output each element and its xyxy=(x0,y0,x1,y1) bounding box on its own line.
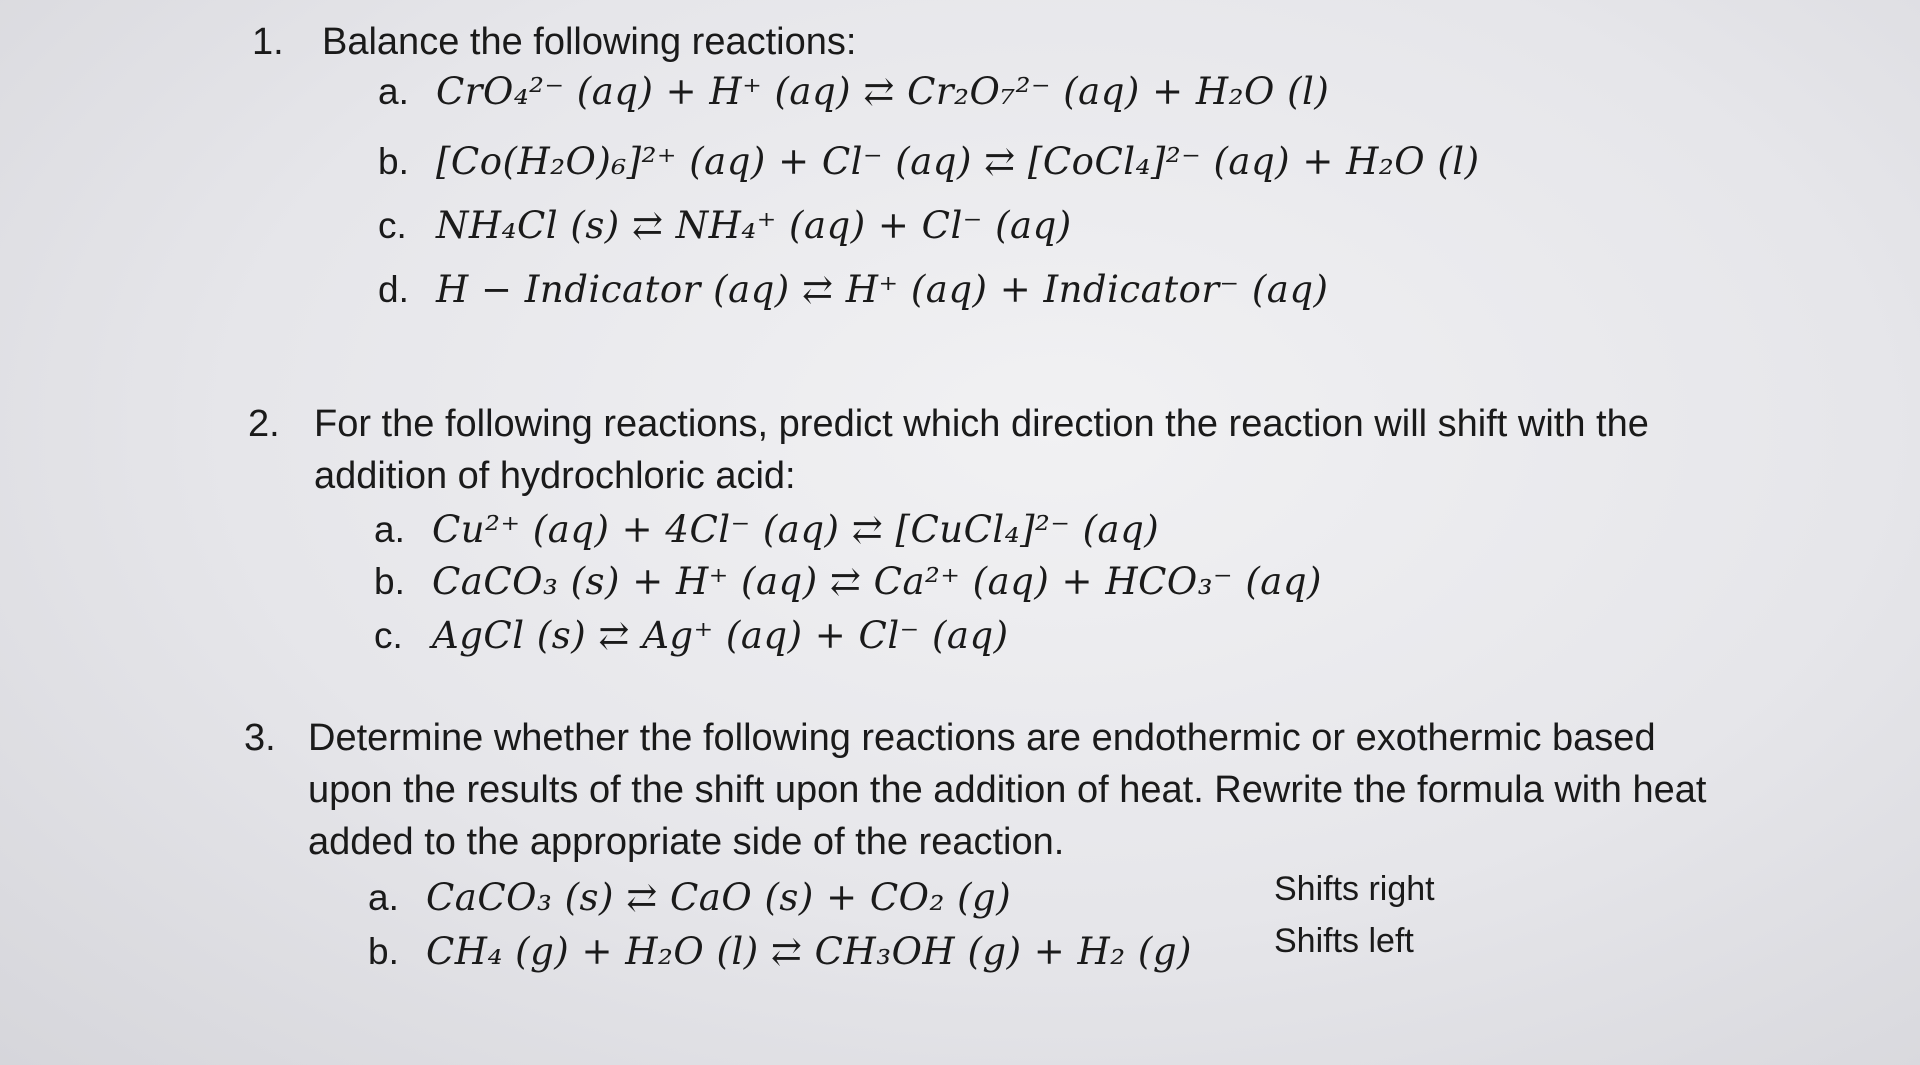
question-prompt-line: addition of hydrochloric acid: xyxy=(314,455,796,497)
question-prompt-line: upon the results of the shift upon the addition of heat. Rewrite the formula with heat xyxy=(308,769,1707,811)
reaction-equation: CrO₄²⁻ (aq) + H⁺ (aq) ⇄ Cr₂O₇²⁻ (aq) + H₂O (l) xyxy=(436,70,1330,113)
question-prompt: Balance the following reactions: xyxy=(322,21,857,63)
reaction-equation: NH₄Cl (s) ⇄ NH₄⁺ (aq) + Cl⁻ (aq) xyxy=(436,204,1072,247)
question-prompt-line: added to the appropriate side of the reaction. xyxy=(308,821,1065,863)
question-prompt-line: Determine whether the following reactions are endothermic or exothermic based xyxy=(308,717,1656,759)
reaction-item xyxy=(378,268,1328,311)
reaction-equation: AgCl (s) ⇄ Ag⁺ (aq) + Cl⁻ (aq) xyxy=(432,614,1009,657)
reaction-item xyxy=(378,70,1329,113)
reaction-equation: CaCO₃ (s) ⇄ CaO (s) + CO₂ (g) xyxy=(426,876,1012,919)
reaction-equation: H − Indicator (aq) ⇄ H⁺ (aq) + Indicator⁻ (aq) xyxy=(436,268,1329,311)
item-label: c. xyxy=(374,615,403,656)
reaction-equation: Cu²⁺ (aq) + 4Cl⁻ (aq) ⇄ [CuCl₄]²⁻ (aq) xyxy=(432,508,1160,551)
reaction-equation: CaCO₃ (s) + H⁺ (aq) ⇄ Ca²⁺ (aq) + HCO₃⁻ (aq) xyxy=(432,560,1322,603)
question-number: 1. xyxy=(252,21,284,63)
item-label: c. xyxy=(378,205,407,246)
reaction-item xyxy=(378,140,1480,183)
shift-result: Shifts left xyxy=(1274,922,1414,960)
item-label: d. xyxy=(378,269,409,310)
item-label: b. xyxy=(378,141,409,182)
item-label: b. xyxy=(374,561,405,602)
reaction-equation: [Co(H₂O)₆]²⁺ (aq) + Cl⁻ (aq) ⇄ [CoCl₄]²⁻ (aq) + H₂O (l) xyxy=(436,140,1480,183)
reaction-item xyxy=(368,930,1192,973)
reaction-item xyxy=(374,508,1159,551)
reaction-item xyxy=(374,614,1009,657)
item-label: a. xyxy=(374,509,405,550)
reaction-item xyxy=(368,876,1011,919)
item-label: b. xyxy=(368,931,399,972)
question-prompt-line: For the following reactions, predict which direction the reaction will shift with the xyxy=(314,403,1649,445)
reaction-equation: CH₄ (g) + H₂O (l) ⇄ CH₃OH (g) + H₂ (g) xyxy=(426,930,1192,973)
item-label: a. xyxy=(378,71,409,112)
question-number: 2. xyxy=(248,403,280,445)
reaction-item xyxy=(378,204,1072,247)
shift-result: Shifts right xyxy=(1274,870,1435,908)
item-label: a. xyxy=(368,877,399,918)
reaction-item xyxy=(374,560,1322,603)
question-number: 3. xyxy=(244,717,276,759)
